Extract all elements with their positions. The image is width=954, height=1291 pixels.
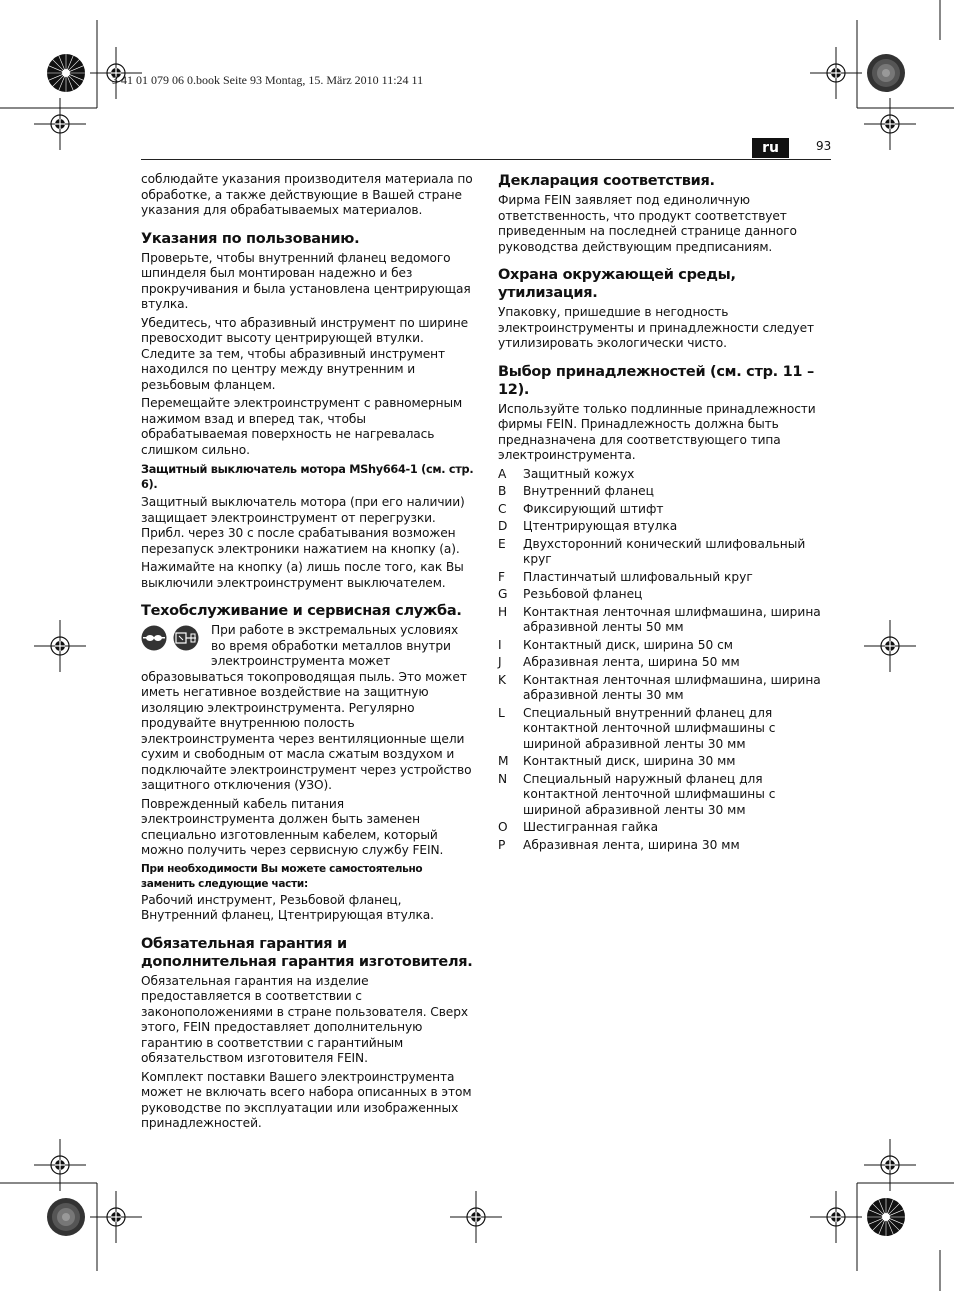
- list-item: [498, 502, 834, 518]
- color-wheel-icon: [867, 54, 905, 92]
- registration-mark-icon: [450, 1191, 502, 1243]
- item-text: Резьбовой фланец: [523, 587, 643, 601]
- item-letter: B: [498, 484, 507, 498]
- list-item: [498, 706, 834, 753]
- item-letter: D: [498, 519, 508, 533]
- usage-paragraph: Проверьте, чтобы внутренний фланец ведомого шпинделя был монтирован надежно и без прокручивания и была установлена центрирующая втулка.: [141, 250, 471, 311]
- item-letter: K: [498, 672, 506, 687]
- service-heading: Техобслуживание и сервисная служба.: [141, 603, 462, 619]
- item-letter: C: [498, 501, 507, 516]
- item-letter: G: [498, 587, 508, 601]
- list-item: [498, 673, 834, 704]
- list-item: [498, 772, 834, 819]
- list-item: [498, 605, 834, 636]
- item-text: Контактная ленточная шлифмашина, ширина абразивной ленты 50 мм: [523, 604, 821, 634]
- declaration-paragraph: Фирма FEIN заявляет под единоличную ответственность, что продукт соответствует приведенным на последней странице данного руководства действующим предписаниям.: [498, 193, 797, 254]
- item-letter: H: [498, 604, 508, 619]
- service-paragraph: Поврежденный кабель питания электроинструмента должен быть заменен специально изготовленным кабелем, который можно получить через сервисную службу FEIN.: [141, 796, 444, 857]
- item-text: Цтентрирующая втулка: [523, 519, 678, 533]
- list-item: [498, 838, 834, 854]
- item-letter: M: [498, 754, 509, 768]
- registration-mark-icon: [34, 620, 86, 672]
- color-wheel-icon: [867, 1198, 905, 1236]
- registration-mark-icon: [864, 620, 916, 672]
- service-warning: [141, 623, 476, 794]
- usage-paragraph: Перемещайте электроинструмент с равномерным нажимом взад и вперед так, чтобы обрабатываемая поверхность не нагревалась слишком сильно.: [141, 396, 463, 457]
- item-text: Контактный диск, ширина 30 мм: [523, 754, 736, 768]
- usage-paragraph: Убедитесь, что абразивный инструмент по ширине превосходит высоту центрирующей втулки. Следите за тем, чтобы абразивный инструмент находился по центру между внутренним и резьбовым фланцем.: [141, 315, 468, 392]
- environment-paragraph: Упаковку, пришедшие в негодность электроинструменты и принадлежности следует утилизировать экологически чисто.: [498, 305, 815, 350]
- header-rule: [141, 159, 831, 160]
- item-text: Контактный диск, ширина 50 см: [523, 637, 733, 652]
- list-item: [498, 638, 834, 654]
- replaceable-parts-list: Рабочий инструмент, Резьбовой фланец, Внутренний фланец, Цтентрирующая втулка.: [141, 892, 434, 922]
- item-text: Фиксирующий штифт: [523, 501, 664, 516]
- usage-heading: Указания по пользованию.: [141, 230, 360, 247]
- item-letter: E: [498, 536, 506, 551]
- accessories-paragraph: Используйте только подлинные принадлежности фирмы FEIN. Принадлежность должна быть предназначена для соответствующего типа электроинструмента.: [498, 401, 816, 462]
- list-item: [498, 519, 834, 535]
- warranty-paragraph: Обязательная гарантия на изделие предоставляется в соответствии с законоположениями в стране пользователя. Сверх этого, FEIN предоставляет дополнительную гарантию в соответствии с гарантийным обязательством изготовителя FEIN.: [141, 973, 468, 1065]
- item-letter: L: [498, 705, 505, 720]
- item-letter: F: [498, 569, 506, 584]
- item-text: Специальный наружный фланец для контактной ленточной шлифмашины с шириной абразивной ленты 30 мм: [523, 771, 776, 817]
- motor-switch-heading: Защитный выключатель мотора MShy664-1 (см. стр. 6).: [141, 463, 474, 491]
- accessories-list: [498, 467, 834, 854]
- item-text: Абразивная лента, ширина 30 мм: [523, 837, 740, 852]
- motor-switch-paragraph: Нажимайте на кнопку (a) лишь после того, как Вы выключили электроинструмент выключателем.: [141, 560, 464, 590]
- item-letter: N: [498, 771, 508, 786]
- goggles-icon: [142, 626, 167, 651]
- item-text: Контактная ленточная шлифмашина, ширина абразивной ленты 30 мм: [523, 672, 821, 702]
- list-item: [498, 537, 834, 568]
- accessories-heading: Выбор принадлежностей (см. стр. 11 – 12).: [498, 363, 814, 398]
- item-text: Защитный кожух: [523, 466, 635, 481]
- language-badge: ru: [752, 138, 789, 158]
- warranty-heading: Обязательная гарантия и дополнительная гарантия изготовителя.: [141, 935, 473, 970]
- registration-mark-icon: [90, 1191, 142, 1243]
- item-text: Шестигранная гайка: [523, 820, 659, 834]
- intro-paragraph: соблюдайте указания производителя материала по обработке, а также действующие в Вашей стране указания для обрабатываемых материалов.: [141, 172, 473, 217]
- list-item: [498, 820, 834, 836]
- item-letter: P: [498, 837, 506, 852]
- item-text: Двухсторонний конический шлифовальный круг: [523, 536, 806, 566]
- environment-heading: Охрана окружающей среды, утилизация.: [498, 267, 736, 301]
- item-text: Внутренний фланец: [523, 484, 654, 498]
- registration-mark-icon: [810, 47, 862, 99]
- item-letter: I: [498, 637, 502, 652]
- motor-switch-paragraph: Защитный выключатель мотора (при его наличии) защищает электроинструмент от перегрузки. Прибл. через 30 с после срабатывания возможен перезапуск электроники нажатием на кнопку (a).: [141, 495, 465, 556]
- list-item: [498, 587, 834, 603]
- item-letter: A: [498, 466, 507, 481]
- list-item: [498, 467, 834, 483]
- declaration-heading: Декларация соответствия.: [498, 173, 715, 189]
- page-number: 93: [816, 139, 832, 153]
- registration-mark-icon: [34, 98, 86, 150]
- color-wheel-icon: [47, 1198, 85, 1236]
- rcd-plug-icon: [174, 626, 199, 651]
- print-file-info: 3 41 01 079 06 0.book Seite 93 Montag, 15. März 2010 11:24 11: [112, 73, 424, 87]
- warning-icons: [141, 625, 205, 651]
- left-column: [141, 172, 476, 1135]
- item-text: Пластинчатый шлифовальный круг: [523, 569, 753, 584]
- registration-mark-icon: [864, 98, 916, 150]
- registration-mark-icon: [810, 1191, 862, 1243]
- service-warning-text: образовываться токопроводящая пыль. Это может иметь негативное воздействие на защитную изоляцию электроинструмента. Регулярно продувайте внутреннюю полость электроинструмента через вентиляционные щели сухим и свободным от масла сжатым воздухом и подключайте электроинструмент через устройство защитного отключения (УЗО).: [141, 669, 472, 792]
- service-warning-text: При работе в экстремальных условиях во время обработки металлов внутри электроинструмента может: [211, 623, 459, 668]
- item-letter: O: [498, 820, 508, 834]
- list-item: [498, 655, 834, 671]
- list-item: [498, 754, 834, 770]
- warranty-paragraph: Комплект поставки Вашего электроинструмента может не включать всего набора описанных в этом руководстве по эксплуатации или изображенных принадлежностей.: [141, 1069, 472, 1130]
- color-wheel-icon: [47, 54, 85, 92]
- replaceable-parts-heading: При необходимости Вы можете самостоятельно заменить следующие части:: [141, 862, 423, 890]
- list-item: [498, 570, 834, 586]
- right-column: [498, 172, 834, 855]
- item-letter: J: [498, 655, 502, 669]
- item-text: Специальный внутренний фланец для контактной ленточной шлифмашины с шириной абразивной ленты 30 мм: [523, 705, 776, 751]
- list-item: [498, 484, 834, 500]
- item-text: Абразивная лента, ширина 50 мм: [523, 655, 740, 669]
